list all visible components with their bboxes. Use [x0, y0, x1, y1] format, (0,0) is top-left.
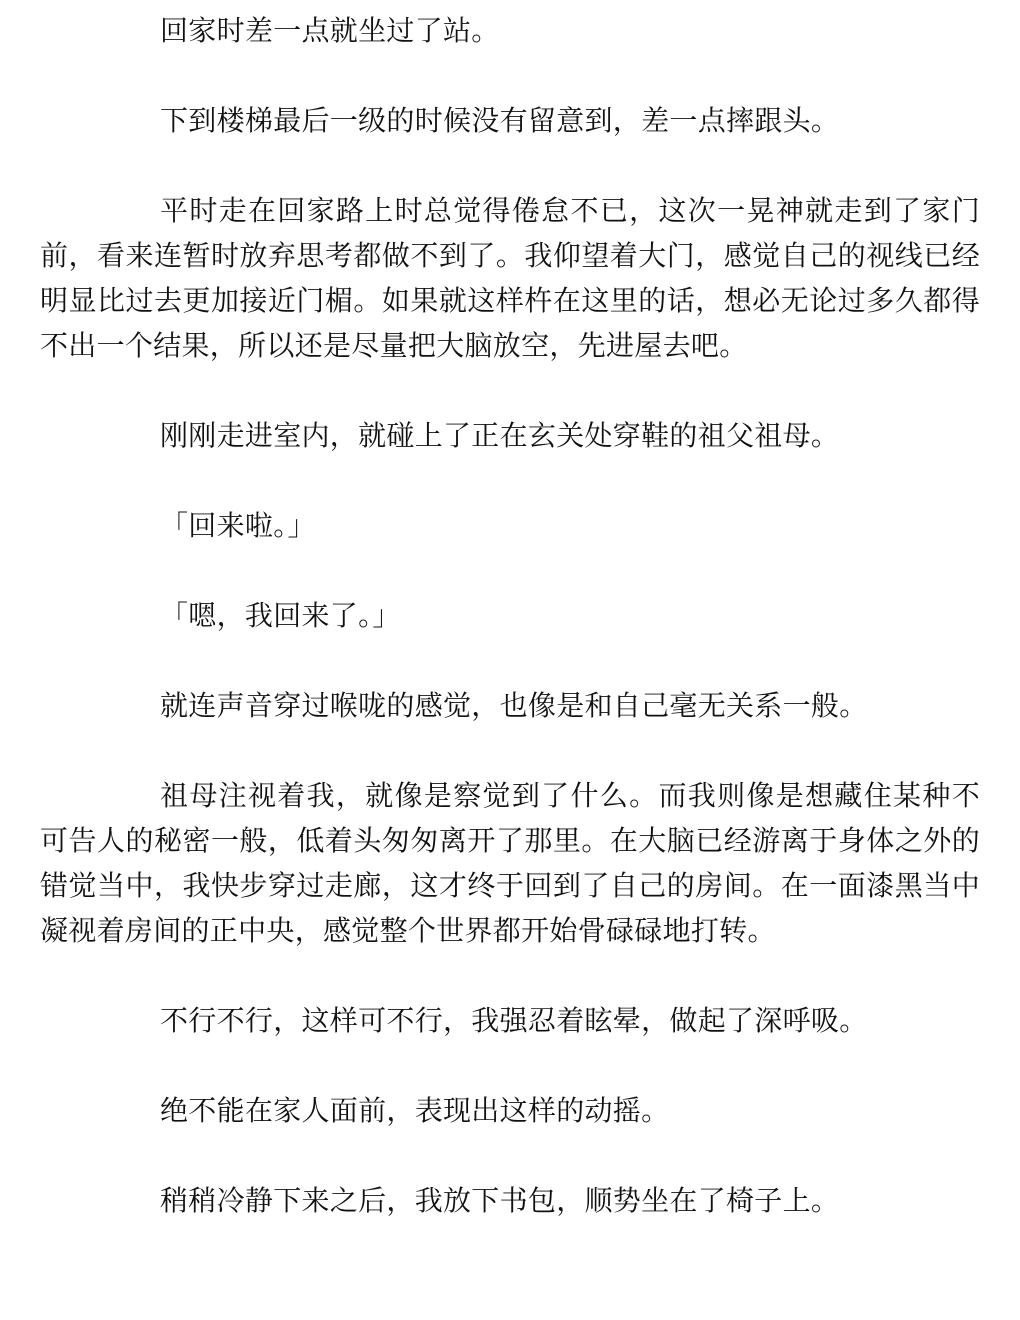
paragraph-voice: 就连声音穿过喉咙的感觉，也像是和自己毫无关系一般。	[160, 689, 868, 722]
paragraph-missed-stop: 回家时差一点就坐过了站。	[160, 14, 500, 47]
novel-page	[40, 8, 980, 1268]
paragraph-grandmother-gaze: 祖母注视着我，就像是察觉到了什么。而我则像是想藏住某种不可告人的秘密一般，低着头匆匆离开了那里。在大脑已经游离于身体之外的错觉当中，我快步穿过走廊，这才终于回到了自己的房间。在一面漆黑当中凝视着房间的正中央，感觉整个世界都开始骨碌碌地打转。	[40, 779, 980, 947]
dialogue-im-home: 「嗯，我回来了。」	[160, 599, 401, 632]
paragraph-deep-breath: 不行不行，这样可不行，我强忍着眩晕，做起了深呼吸。	[160, 1004, 868, 1037]
paragraph-not-in-front-of-family: 绝不能在家人面前，表现出这样的动摇。	[160, 1094, 670, 1127]
paragraph-sit-down: 稍稍冷静下来之后，我放下书包，顺势坐在了椅子上。	[160, 1184, 840, 1217]
paragraph-grandparents: 刚刚走进室内，就碰上了正在玄关处穿鞋的祖父祖母。	[160, 419, 840, 452]
paragraph-stairs: 下到楼梯最后一级的时候没有留意到，差一点摔跟头。	[160, 104, 840, 137]
paragraph-front-door: 平时走在回家路上时总觉得倦怠不已，这次一晃神就走到了家门前，看来连暂时放弃思考都做不到了。我仰望着大门，感觉自己的视线已经明显比过去更加接近门楣。如果就这样杵在这里的话，想必无论过多久都得不出一个结果，所以还是尽量把大脑放空，先进屋去吧。	[40, 194, 980, 362]
dialogue-welcome-back: 「回来啦。」	[160, 509, 316, 542]
